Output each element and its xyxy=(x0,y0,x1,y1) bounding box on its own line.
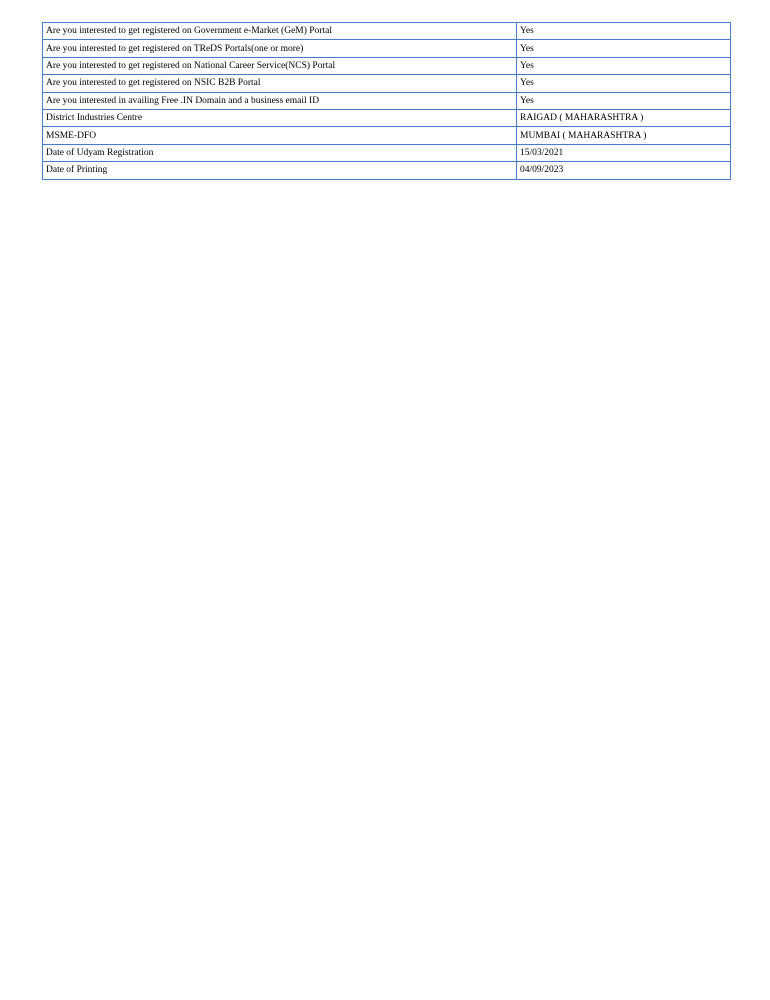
row-value: Yes xyxy=(517,40,731,57)
row-value: 04/09/2023 xyxy=(517,162,731,179)
registration-details-table xyxy=(42,22,731,180)
row-label: Are you interested to get registered on National Career Service(NCS) Portal xyxy=(43,57,517,74)
row-value: RAIGAD ( MAHARASHTRA ) xyxy=(517,109,731,126)
table-row xyxy=(43,40,731,57)
table-row xyxy=(43,75,731,92)
row-label: Are you interested to get registered on TReDS Portals(one or more) xyxy=(43,40,517,57)
row-label: Are you interested to get registered on Government e-Market (GeM) Portal xyxy=(43,23,517,40)
table-row xyxy=(43,127,731,144)
row-label: District Industries Centre xyxy=(43,109,517,126)
row-value: Yes xyxy=(517,57,731,74)
table-row xyxy=(43,23,731,40)
table-row xyxy=(43,57,731,74)
row-label: MSME-DFO xyxy=(43,127,517,144)
table-row xyxy=(43,109,731,126)
row-value: Yes xyxy=(517,92,731,109)
row-value: Yes xyxy=(517,23,731,40)
table-row xyxy=(43,162,731,179)
row-value: 15/03/2021 xyxy=(517,144,731,161)
table-row xyxy=(43,144,731,161)
row-label: Date of Udyam Registration xyxy=(43,144,517,161)
row-label: Are you interested to get registered on NSIC B2B Portal xyxy=(43,75,517,92)
row-value: Yes xyxy=(517,75,731,92)
row-label: Date of Printing xyxy=(43,162,517,179)
row-value: MUMBAI ( MAHARASHTRA ) xyxy=(517,127,731,144)
table-row xyxy=(43,92,731,109)
row-label: Are you interested in availing Free .IN Domain and a business email ID xyxy=(43,92,517,109)
